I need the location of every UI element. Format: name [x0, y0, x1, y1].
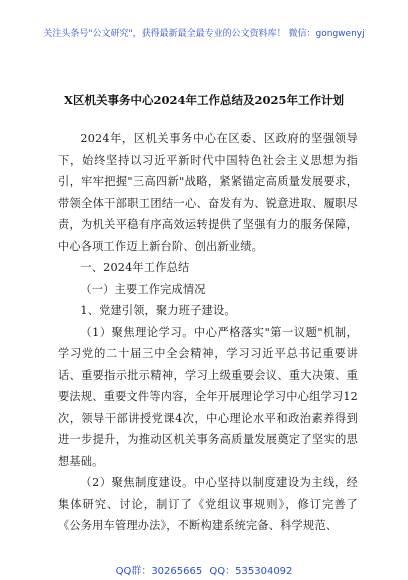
- header-banner: 关注头条号"公文研究"，获得最新最全最专业的公文资料库！ 微信：gongwenyj: [43, 29, 365, 39]
- document-body: [58, 120, 358, 537]
- subsection-heading: （一）主要工作完成情况: [80, 282, 206, 296]
- paragraph-institution-building: （2）聚焦制度建设。中心坚持以制度建设为主线，经集体研究、讨论，制订了《党组议事规则》，修订完善了《公务用车管理办法》，不断构建系统完备、科学规范、: [58, 476, 358, 532]
- footer-contact: [0, 562, 408, 577]
- item-heading: 1、党建引领，聚力班子建设。: [80, 304, 236, 317]
- section-heading: 一、2024年工作总结: [80, 261, 190, 274]
- paragraph-intro: 2024年，区机关事务中心在区委、区政府的坚强领导下，始终坚持以习近平新时代中国特色社会主义思想为指引，牢牢把握"三高四新"战略，紧紧锚定高质量发展要求，带领全体干部职工团结一心、奋发有为、锐意进取、履职尽责，为机关平稳有序高效运转提供了坚强有力的服务保障，中心各项工作迈上新台阶、创出新业绩。: [58, 132, 358, 253]
- qq-number-text: QQ：535304092: [209, 566, 293, 577]
- document-title: X区机关事务中心2024年工作总结及2025年工作计划: [64, 93, 344, 107]
- qq-group-text: QQ群：30265665: [115, 566, 203, 577]
- paragraph-theory-study: （1）聚焦理论学习。中心严格落实"第一议题"机制，学习党的二十届三中全会精神，学习习近平总书记重要讲话、重要指示批示精神，学习上级重要会议、重大决策、重要法规、重要文件等内容，全年开展理论学习中心组学习12次，领导干部讲授党课4次，中心理论水平和政治素养得到进一步提升，为推动区机关事务高质量发展奠定了坚实的思想基础。: [58, 325, 358, 468]
